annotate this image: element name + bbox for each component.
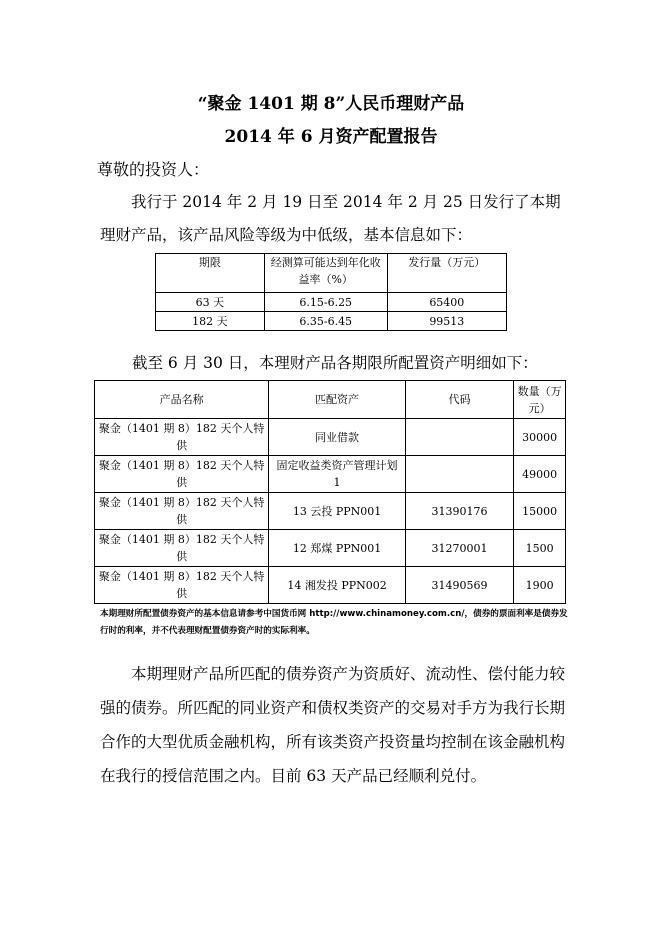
table-cell: 聚金（1401 期 8）182 天个人特供	[95, 493, 269, 530]
table-row	[95, 493, 566, 530]
table-cell: 聚金（1401 期 8）182 天个人特供	[95, 456, 269, 493]
table-cell: 31390176	[405, 493, 513, 530]
table-row	[95, 456, 566, 493]
table-row	[156, 293, 507, 312]
table-cell: 聚金（1401 期 8）182 天个人特供	[95, 530, 269, 567]
table-cell	[405, 456, 513, 493]
table-cell: 12 郑煤 PPN001	[269, 530, 406, 567]
table-cell: 13 云投 PPN001	[269, 493, 406, 530]
header-cell: 代码	[405, 381, 513, 419]
intro-paragraph: 我行于 2014 年 2 月 19 日至 2014 年 2 月 25 日发行了本期理财产品，该产品风险等级为中低级，基本信息如下：	[100, 193, 561, 244]
table-cell: 15000	[514, 493, 566, 530]
table-cell: 1500	[514, 530, 566, 567]
table-cell: 聚金（1401 期 8）182 天个人特供	[95, 419, 269, 456]
table-cell: 182 天	[156, 312, 265, 331]
table-cell: 31490569	[405, 567, 513, 604]
table-row	[156, 312, 507, 331]
table-cell: 30000	[514, 419, 566, 456]
table-cell: 31270001	[405, 530, 513, 567]
table-cell: 同业借款	[269, 419, 406, 456]
table-cell: 65400	[387, 293, 506, 312]
asset-detail-table	[94, 380, 566, 604]
report-title: “聚金 1401 期 8”人民币理财产品	[197, 94, 465, 114]
bond-info-note: 本期理财所配置债券资产的基本信息请参考中国货币网 http://www.chinamoney.com.cn/，债券的票面利率是债券发行时的利率，并不代表理财配置债券资产时的实际利率。	[100, 609, 568, 636]
table-cell: 63 天	[156, 293, 265, 312]
closing-paragraph: 本期理财产品所匹配的债券资产为资质好、流动性、偿付能力较强的债券。所匹配的同业资产和债权类资产的交易对手方为我行长期合作的大型优质金融机构，所有该类资产投资量均控制在该金融机构在我行的授信范围之内。目前 63 天产品已经顺利兑付。	[100, 665, 566, 785]
table-cell	[405, 419, 513, 456]
table-cell: 14 湘发投 PPN002	[269, 567, 406, 604]
detail-intro: 截至 6 月 30 日，本理财产品各期限所配置资产明细如下：	[132, 354, 538, 372]
table-cell: 99513	[387, 312, 506, 331]
table-row	[95, 530, 566, 567]
header-cell: 发行量（万元）	[387, 254, 506, 293]
basic-info-table	[155, 253, 507, 331]
table-row	[95, 419, 566, 456]
header-cell: 经测算可能达到年化收益率（%）	[264, 254, 387, 293]
table-cell: 6.35-6.45	[264, 312, 387, 331]
header-cell: 产品名称	[95, 381, 269, 419]
table-cell: 6.15-6.25	[264, 293, 387, 312]
header-cell: 数量（万元）	[514, 381, 566, 419]
table-row	[95, 567, 566, 604]
table-cell: 1900	[514, 567, 566, 604]
header-cell: 匹配资产	[269, 381, 406, 419]
table-cell: 聚金（1401 期 8）182 天个人特供	[95, 567, 269, 604]
salutation: 尊敬的投资人：	[97, 160, 210, 179]
table-header-row	[95, 381, 566, 419]
table-cell: 49000	[514, 456, 566, 493]
table-header-row	[156, 254, 507, 293]
report-subtitle: 2014 年 6 月资产配置报告	[224, 127, 438, 147]
header-cell: 期限	[156, 254, 265, 293]
table-cell: 固定收益类资产管理计划 1	[269, 456, 406, 493]
